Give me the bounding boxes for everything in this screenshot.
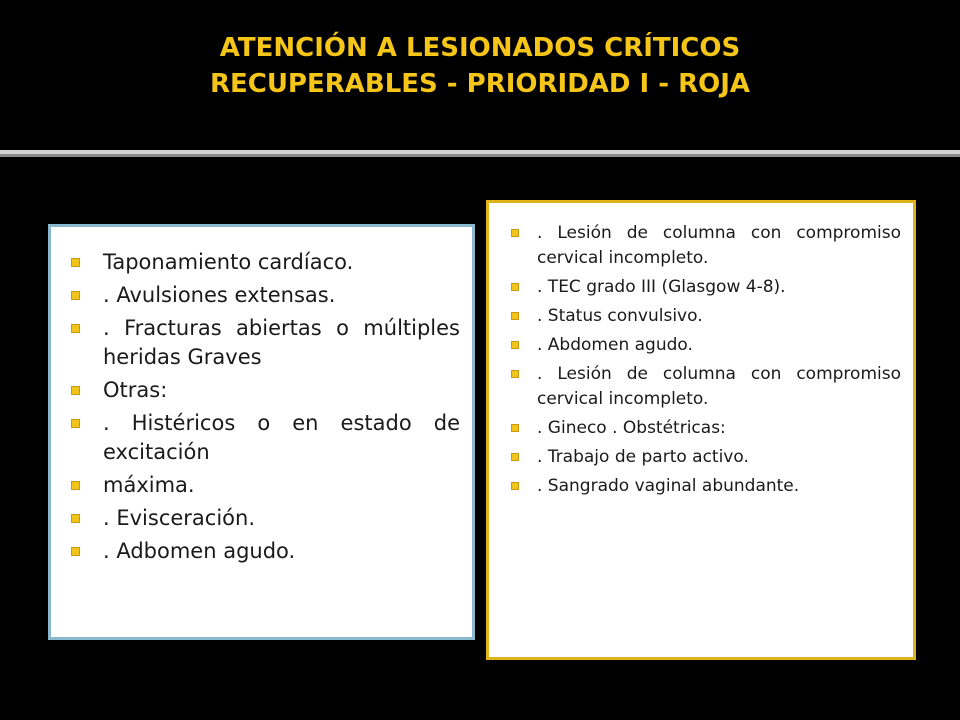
list-item [507,445,901,470]
list-item-text: Otras: [103,378,168,402]
list-item [507,304,901,329]
square-bullet-icon [71,324,80,333]
list-item [507,333,901,358]
list-item [507,221,901,271]
list-item [67,314,460,372]
list-item [507,416,901,441]
list-item [67,376,460,405]
title-bar [0,0,960,150]
list-item-text: . TEC grado III (Glasgow 4-8). [537,277,786,297]
square-bullet-icon [511,370,519,378]
list-item [67,281,460,310]
list-item-text: . Gineco . Obstétricas: [537,418,726,438]
right-bullet-list [507,217,901,499]
square-bullet-icon [71,419,80,428]
title-line-2: RECUPERABLES - PRIORIDAD I - ROJA [209,69,751,99]
list-item-text: . Adbomen agudo. [103,539,296,563]
list-item [67,471,460,500]
left-text-box [48,224,475,640]
square-bullet-icon [511,424,519,432]
square-bullet-icon [511,312,519,320]
list-item-text: . Fracturas abiertas o múltiples heridas Graves [103,316,460,369]
square-bullet-icon [511,229,519,237]
list-item [67,504,460,533]
list-item-text: . Lesión de columna con compromiso cervical incompleto. [537,223,901,268]
list-item-text: máxima. [103,473,195,497]
square-bullet-icon [511,341,519,349]
list-item-text: . Trabajo de parto activo. [537,447,749,467]
list-item [507,362,901,412]
list-item-text: . Sangrado vaginal abundante. [537,476,800,496]
slide-title [0,30,960,102]
square-bullet-icon [511,283,519,291]
list-item-text: Taponamiento cardíaco. [103,250,354,274]
list-item [67,248,460,277]
list-item-text: . Avulsiones extensas. [103,283,336,307]
list-item-text: . Abdomen agudo. [537,335,693,355]
title-line-1: ATENCIÓN A LESIONADOS CRÍTICOS [219,33,741,63]
list-item-text: . Histéricos o en estado de excitación [103,411,460,464]
square-bullet-icon [71,291,80,300]
square-bullet-icon [71,386,80,395]
square-bullet-icon [71,258,80,267]
list-item-text: . Evisceración. [103,506,256,530]
square-bullet-icon [71,481,80,490]
list-item [67,537,460,566]
square-bullet-icon [71,547,80,556]
list-item-text: . Status convulsivo. [537,306,703,326]
square-bullet-icon [511,453,519,461]
list-item [507,275,901,300]
square-bullet-icon [71,514,80,523]
list-item [67,409,460,467]
list-item [507,474,901,499]
list-item-text: . Lesión de columna con compromiso cervical incompleto. [537,364,901,409]
square-bullet-icon [511,482,519,490]
right-text-box [486,200,916,660]
left-bullet-list [67,238,460,566]
